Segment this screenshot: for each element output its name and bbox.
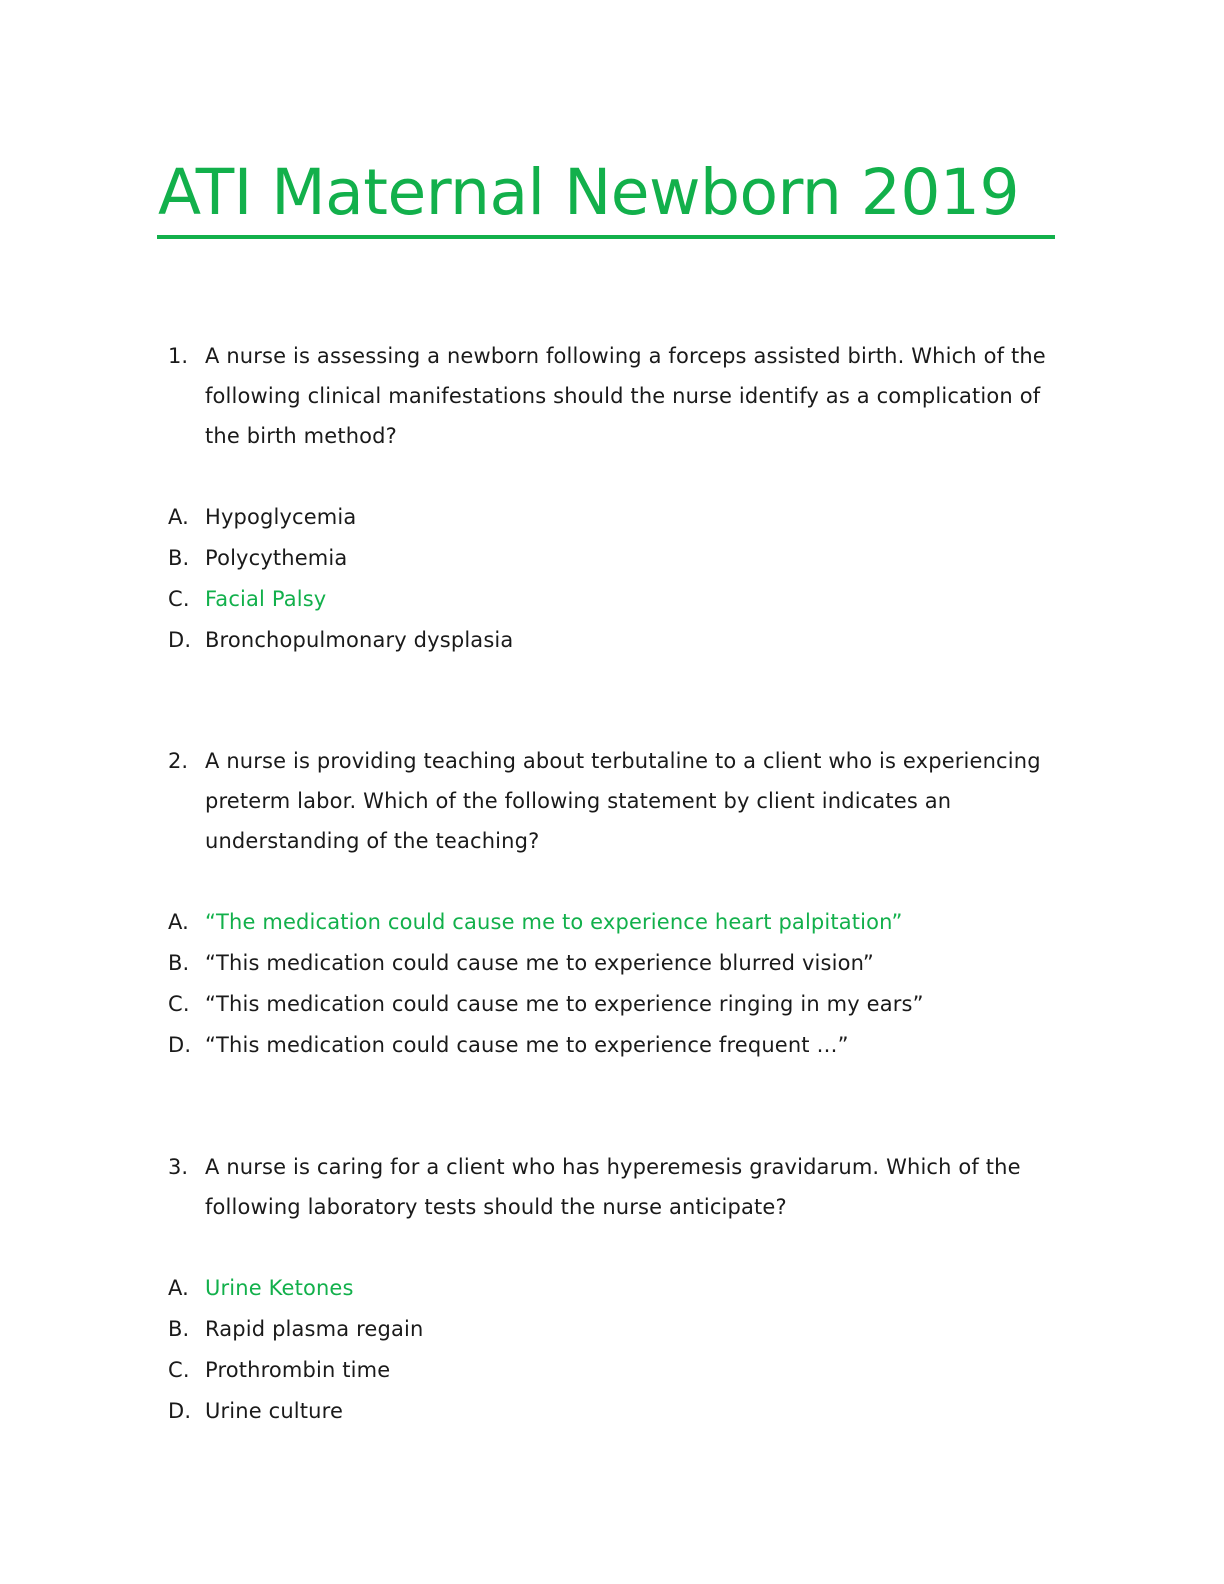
question-stem bbox=[205, 336, 1085, 456]
question-stem bbox=[205, 1147, 1085, 1227]
option-text: Urine culture bbox=[205, 1399, 344, 1423]
answer-option bbox=[0, 620, 1224, 661]
option-letter: D. bbox=[168, 1033, 192, 1057]
answer-option-correct bbox=[0, 902, 1224, 943]
question-stem-line: following laboratory tests should the nurse anticipate? bbox=[205, 1195, 787, 1219]
option-letter: B. bbox=[168, 951, 190, 975]
answer-options bbox=[0, 902, 1224, 1066]
answer-option bbox=[0, 1309, 1224, 1350]
option-text: Rapid plasma regain bbox=[205, 1317, 424, 1341]
option-letter: C. bbox=[168, 1358, 190, 1382]
question-stem-line: preterm labor. Which of the following statement by client indicates an bbox=[205, 789, 952, 813]
option-letter: D. bbox=[168, 628, 192, 652]
answer-option-correct bbox=[0, 1268, 1224, 1309]
answer-option bbox=[0, 1391, 1224, 1432]
option-text: Bronchopulmonary dysplasia bbox=[205, 628, 514, 652]
option-letter: A. bbox=[168, 910, 189, 934]
answer-option bbox=[0, 1025, 1224, 1066]
option-text: Urine Ketones bbox=[205, 1276, 354, 1300]
option-letter: C. bbox=[168, 587, 190, 611]
answer-option-correct bbox=[0, 579, 1224, 620]
question-number: 3. bbox=[168, 1155, 189, 1179]
option-text: Polycythemia bbox=[205, 546, 348, 570]
option-letter: A. bbox=[168, 1276, 189, 1300]
option-letter: B. bbox=[168, 1317, 190, 1341]
answer-option bbox=[0, 984, 1224, 1025]
option-letter: B. bbox=[168, 546, 190, 570]
question-stem-line: understanding of the teaching? bbox=[205, 829, 540, 853]
option-letter: D. bbox=[168, 1399, 192, 1423]
option-text: Facial Palsy bbox=[205, 587, 327, 611]
option-letter: A. bbox=[168, 505, 189, 529]
page-title: ATI Maternal Newborn 2019 bbox=[158, 156, 1020, 229]
option-text: “This medication could cause me to experience blurred vision” bbox=[205, 951, 874, 975]
option-text: “This medication could cause me to experience ringing in my ears” bbox=[205, 992, 924, 1016]
question-number: 1. bbox=[168, 344, 189, 368]
question-stem-line: A nurse is caring for a client who has hyperemesis gravidarum. Which of the bbox=[205, 1155, 1021, 1179]
answer-option bbox=[0, 943, 1224, 984]
question-number: 2. bbox=[168, 749, 189, 773]
option-text: Hypoglycemia bbox=[205, 505, 357, 529]
answer-option bbox=[0, 1350, 1224, 1391]
question-stem-line: A nurse is providing teaching about terbutaline to a client who is experiencing bbox=[205, 749, 1041, 773]
answer-options bbox=[0, 1268, 1224, 1432]
option-text: “The medication could cause me to experience heart palpitation” bbox=[205, 910, 903, 934]
option-text: Prothrombin time bbox=[205, 1358, 391, 1382]
question-stem bbox=[205, 741, 1085, 861]
answer-option bbox=[0, 497, 1224, 538]
question-stem-line: following clinical manifestations should the nurse identify as a complication of bbox=[205, 384, 1041, 408]
option-text: “This medication could cause me to experience frequent …” bbox=[205, 1033, 849, 1057]
question-stem-line: the birth method? bbox=[205, 424, 397, 448]
answer-option bbox=[0, 538, 1224, 579]
answer-options bbox=[0, 497, 1224, 661]
title-underline bbox=[157, 235, 1055, 239]
option-letter: C. bbox=[168, 992, 190, 1016]
question-stem-line: A nurse is assessing a newborn following a forceps assisted birth. Which of the bbox=[205, 344, 1046, 368]
